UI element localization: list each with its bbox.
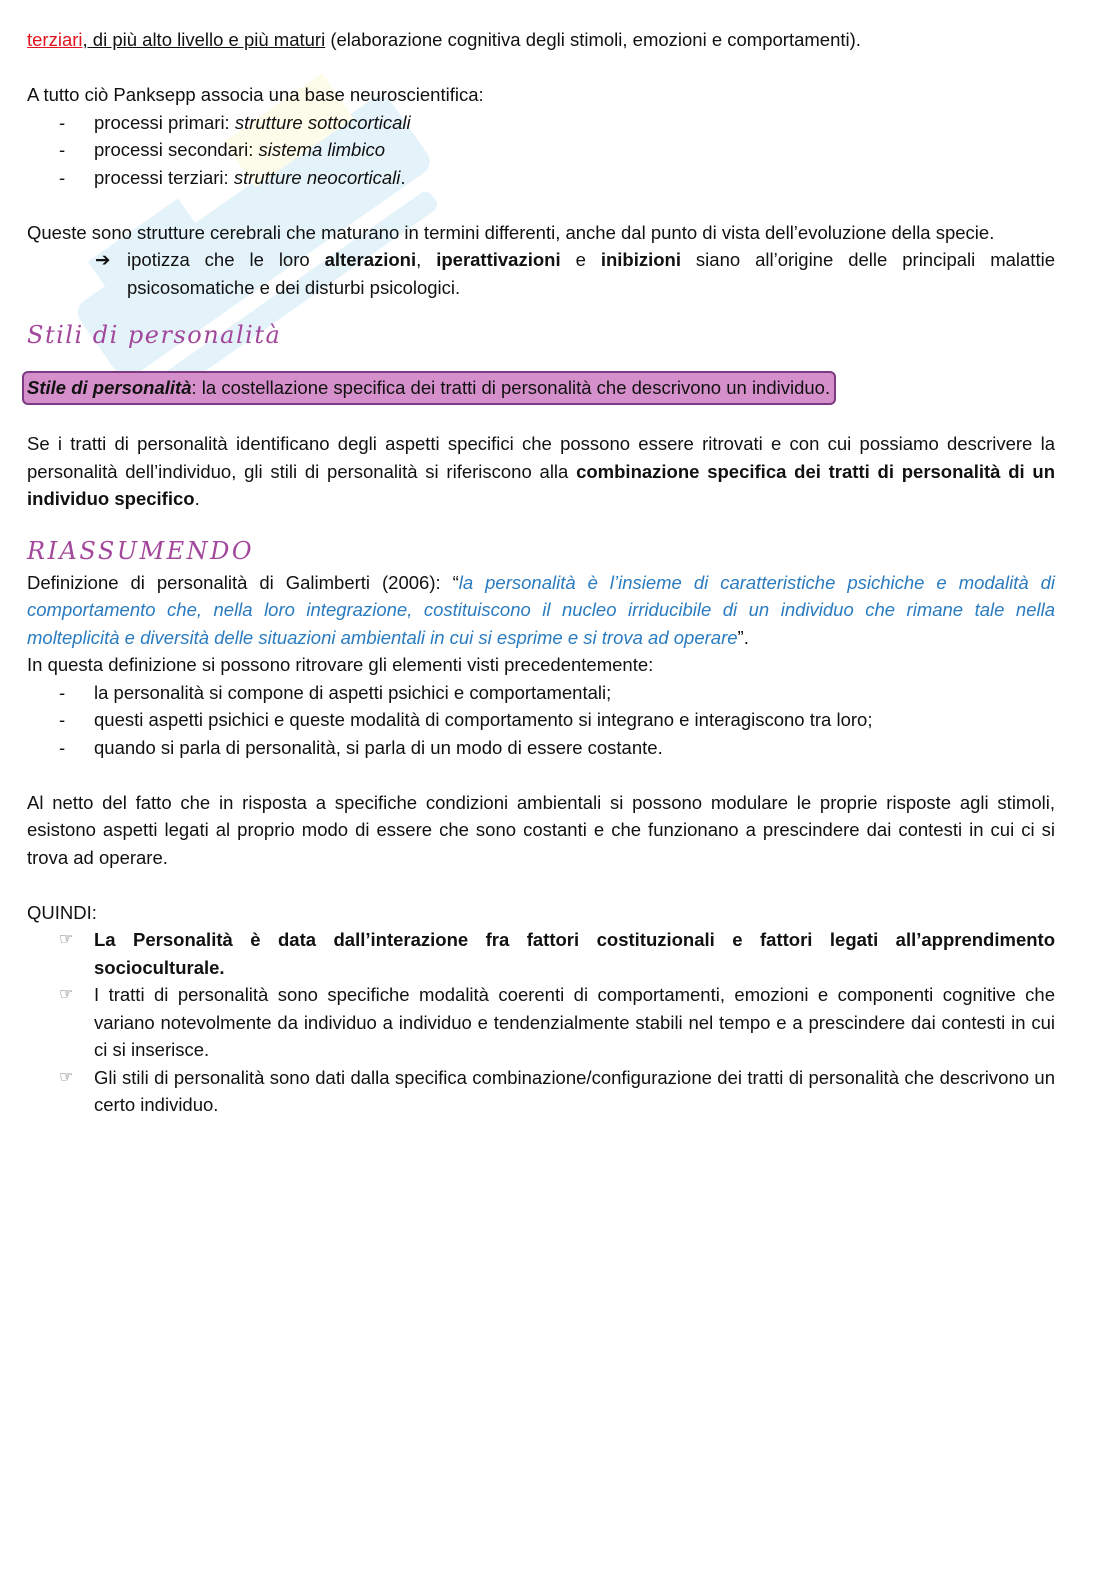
document-page	[27, 26, 1055, 1119]
styles-paragraph	[27, 430, 1055, 513]
item-value: strutture neocorticali	[233, 166, 401, 188]
item-text: questi aspetti psichici e queste modalità di comportamento si integrano e interagiscono tra loro;	[94, 709, 873, 730]
text: ,	[416, 249, 437, 270]
conclusion-list	[27, 926, 1055, 1119]
item-text: la personalità si compone di aspetti psichici e comportamentali;	[94, 681, 612, 703]
item-text: quando si parla di personalità, si parla di un modo di essere costante.	[94, 736, 663, 758]
panksepp-lead: A tutto ciò Panksepp associa una base neuroscientifica:	[27, 84, 484, 105]
list-item	[27, 679, 1055, 707]
pointing-hand-icon: ☞	[59, 986, 74, 1003]
heading-riassumendo: RIASSUMENDO	[27, 536, 255, 565]
list-item	[27, 136, 1055, 164]
list-item	[27, 109, 1055, 137]
list-item	[27, 926, 1055, 981]
text: Se i tratti di personalità identificano degli aspetti specifici che possono essere ritrovati e con cui possiamo descrivere la personalità dell’individuo, gli stili di personalità si riferiscono alla	[27, 433, 1055, 482]
dash-bullet-icon: -	[59, 736, 66, 758]
dash-bullet-icon: -	[59, 166, 66, 188]
pointing-hand-icon: ☞	[59, 1068, 74, 1086]
bold-iperattivazioni: iperattivazioni	[436, 249, 561, 270]
text: ”.	[737, 626, 749, 648]
item-label: processi secondari:	[94, 139, 259, 160]
quindi-lead: QUINDI:	[27, 901, 97, 923]
underlined-phrase: , di più alto livello e più maturi	[82, 29, 326, 50]
elements-lead: In questa definizione si possono ritrovare gli elementi visti precedentemente:	[27, 654, 654, 675]
net-paragraph: Al netto del fatto che in risposta a specifiche condizioni ambientali si possono modulare le proprie risposte agli stimoli, esistono aspetti legati al proprio modo di essere che sono costanti e che funzionano a prescindere dai contesti in cui ci si trova ad operare.	[27, 791, 1055, 868]
dash-bullet-icon: -	[59, 111, 66, 133]
item-value: strutture sottocorticali	[234, 111, 411, 133]
heading-stili-di-personalita: Stili di personalità	[27, 321, 282, 349]
dash-bullet-icon: -	[59, 139, 66, 160]
elements-list	[27, 679, 1055, 762]
quote-text: la personalità è l’insieme di caratteristiche psichiche e modalità di comportamento che, nella loro integrazione, costituiscono il nucleo irriducibile di un individuo che rimane tale nella molteplicità e diversità delle situazioni ambientali in cui si esprime e si trova ad operare	[27, 571, 1055, 648]
keyword-terziari: terziari	[27, 29, 83, 50]
text: ipotizza che le loro	[127, 249, 325, 270]
definition-term: Stile di personalità	[27, 377, 192, 398]
list-item	[27, 706, 1055, 734]
intro-rest: (elaborazione cognitiva degli stimoli, emozioni e comportamenti).	[325, 29, 861, 50]
intro-line	[27, 26, 1055, 54]
item-text: I tratti di personalità sono specifiche modalità coerenti di comportamenti, emozioni e componenti cognitive che variano notevolmente da individuo a individuo e tendenzialmente stabili nel tempo e a prescindere dai contesti in cui ci si inserisce.	[94, 984, 1055, 1060]
dash-bullet-icon: -	[59, 681, 66, 703]
pointing-hand-icon: ☞	[59, 931, 74, 948]
list-item	[27, 981, 1055, 1064]
arrow-right-icon: ➔	[95, 249, 111, 270]
item-text: Gli stili di personalità sono dati dalla specifica combinazione/configurazione dei tratti di personalità che descrivono un certo individuo.	[94, 1066, 1055, 1115]
list-item	[27, 164, 1055, 192]
structures-paragraph: Queste sono strutture cerebrali che maturano in termini differenti, anche dal punto di vista dell’evoluzione della specie.	[27, 221, 995, 243]
definition-text: : la costellazione specifica dei tratti di personalità che descrivono un individuo.	[191, 377, 831, 398]
text: e	[560, 249, 601, 270]
item-label: processi primari:	[94, 111, 235, 133]
galimberti-definition	[27, 569, 1055, 652]
bold-inibizioni: inibizioni	[600, 249, 681, 270]
dash-bullet-icon: -	[59, 709, 66, 730]
text: siano all’origine delle principali malattie psicosomatiche e dei disturbi psicologici.	[127, 249, 1055, 298]
item-tail: .	[400, 166, 406, 188]
item-text: La Personalità è data dall’interazione fra fattori costituzionali e fattori legati all’apprendimento socioculturale.	[94, 929, 1055, 978]
text: .	[194, 488, 200, 509]
item-label: processi terziari:	[94, 166, 234, 188]
list-item	[27, 734, 1055, 762]
list-item	[27, 1064, 1055, 1119]
arrow-item	[27, 246, 1055, 301]
panksepp-list	[27, 109, 1055, 192]
definition-box	[22, 371, 836, 405]
bold-alterazioni: alterazioni	[324, 249, 417, 270]
text: Definizione di personalità di Galimberti (2006): “	[27, 571, 459, 593]
item-value: sistema limbico	[258, 139, 385, 160]
bold-phrase: combinazione specifica dei tratti di personalità di un individuo specifico	[27, 460, 1055, 509]
